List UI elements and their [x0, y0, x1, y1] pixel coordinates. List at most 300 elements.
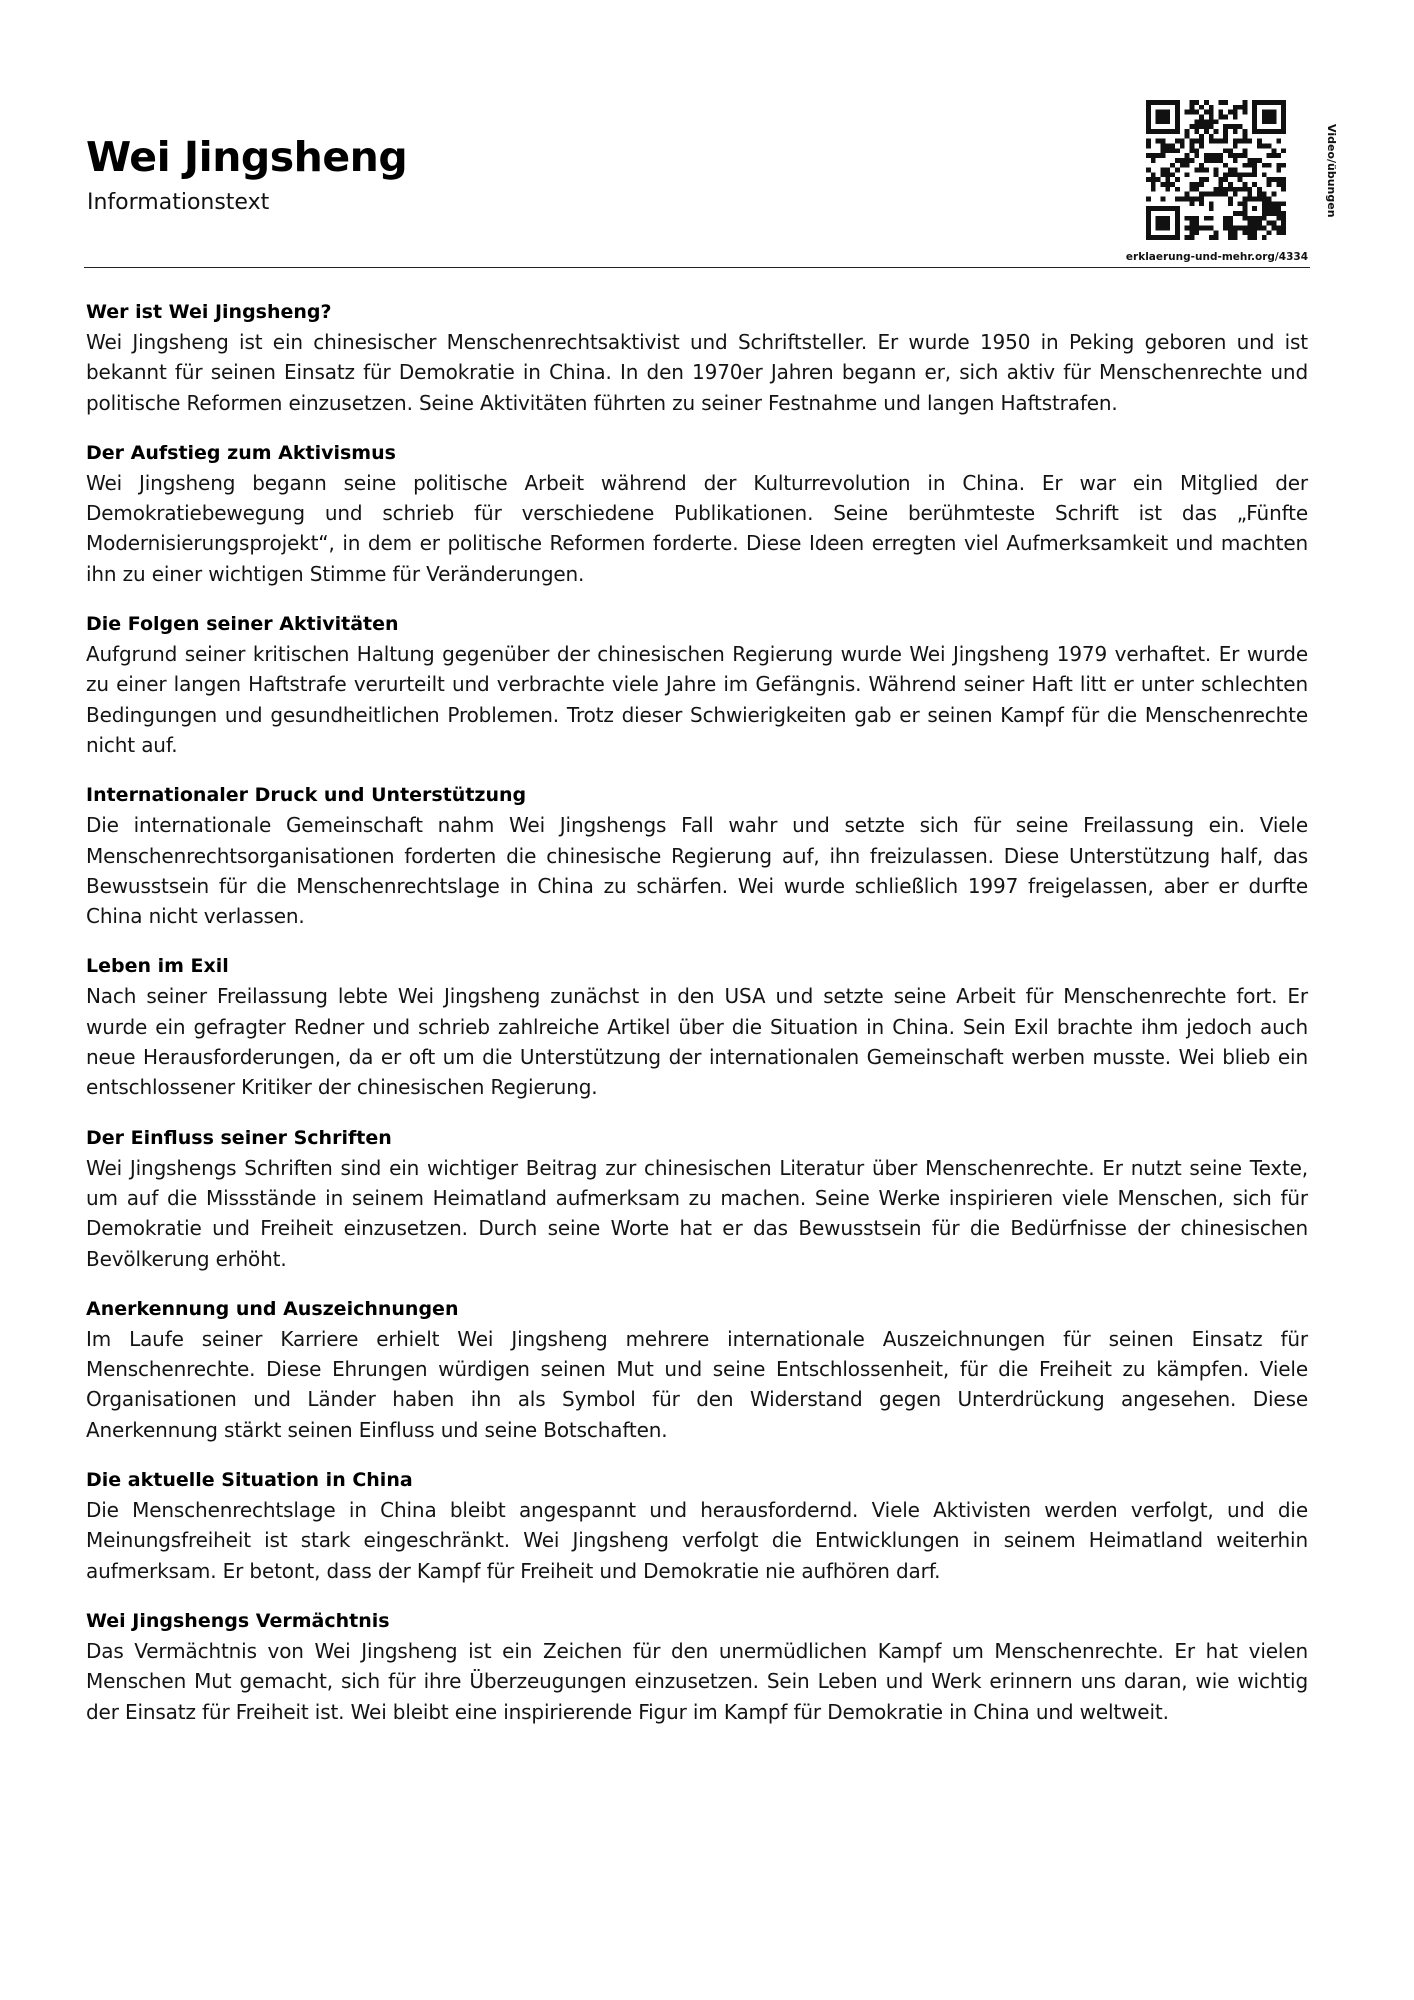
qr-module: [1247, 172, 1252, 177]
qr-module: [1281, 100, 1286, 105]
qr-module: [1165, 172, 1170, 177]
qr-module: [1252, 114, 1257, 119]
qr-module: [1185, 192, 1190, 197]
qr-module: [1233, 143, 1238, 148]
qr-module: [1272, 221, 1277, 226]
qr-module: [1272, 201, 1277, 206]
qr-module: [1238, 226, 1243, 231]
qr-module: [1199, 182, 1204, 187]
qr-module: [1243, 230, 1248, 235]
qr-module: [1156, 119, 1161, 124]
qr-module: [1146, 110, 1151, 115]
qr-module: [1281, 201, 1286, 206]
qr-module: [1160, 235, 1165, 240]
qr-module: [1233, 226, 1238, 231]
qr-module: [1199, 177, 1204, 182]
qr-module: [1218, 139, 1223, 144]
qr-module: [1175, 197, 1180, 202]
qr-module: [1156, 153, 1161, 158]
qr-module: [1272, 226, 1277, 231]
qr-module: [1146, 114, 1151, 119]
qr-module: [1257, 197, 1262, 202]
qr-module: [1156, 206, 1161, 211]
qr-module: [1228, 235, 1233, 240]
qr-module: [1204, 226, 1209, 231]
qr-module: [1156, 139, 1161, 144]
qr-module: [1165, 216, 1170, 221]
qr-module: [1194, 153, 1199, 158]
qr-module: [1276, 163, 1281, 168]
qr-code-icon: [1146, 100, 1286, 240]
section-heading: Die aktuelle Situation in China: [86, 1469, 413, 1492]
qr-module: [1267, 143, 1272, 148]
qr-module: [1223, 172, 1228, 177]
qr-module: [1151, 182, 1156, 187]
qr-module: [1228, 153, 1233, 158]
qr-module: [1233, 192, 1238, 197]
qr-module: [1281, 216, 1286, 221]
qr-module: [1276, 139, 1281, 144]
qr-module: [1252, 163, 1257, 168]
qr-module: [1151, 177, 1156, 182]
section-heading: Der Einfluss seiner Schriften: [86, 1126, 392, 1149]
qr-module: [1247, 192, 1252, 197]
qr-module: [1223, 129, 1228, 134]
section-heading: Die Folgen seiner Aktivitäten: [86, 613, 399, 636]
qr-module: [1262, 235, 1267, 240]
qr-module: [1160, 221, 1165, 226]
qr-module: [1214, 172, 1219, 177]
qr-module: [1160, 114, 1165, 119]
section-heading: Internationaler Druck und Unterstützung: [86, 784, 527, 807]
qr-module: [1281, 211, 1286, 216]
qr-module: [1165, 114, 1170, 119]
qr-module: [1209, 216, 1214, 221]
qr-module: [1160, 139, 1165, 144]
qr-module: [1223, 139, 1228, 144]
qr-module: [1160, 182, 1165, 187]
qr-module: [1267, 100, 1272, 105]
qr-module: [1146, 129, 1151, 134]
qr-module: [1228, 216, 1233, 221]
qr-module: [1243, 163, 1248, 168]
page-header: [0, 0, 1414, 272]
qr-module: [1223, 134, 1228, 139]
qr-module: [1243, 211, 1248, 216]
qr-module: [1146, 197, 1151, 202]
qr-module: [1160, 129, 1165, 134]
qr-module: [1272, 177, 1277, 182]
qr-module: [1146, 139, 1151, 144]
qr-module: [1262, 172, 1267, 177]
qr-module: [1247, 221, 1252, 226]
qr-module: [1165, 100, 1170, 105]
qr-module: [1214, 153, 1219, 158]
qr-module: [1238, 153, 1243, 158]
qr-module: [1218, 192, 1223, 197]
qr-module: [1199, 134, 1204, 139]
qr-module: [1209, 134, 1214, 139]
qr-module: [1175, 158, 1180, 163]
qr-module: [1276, 206, 1281, 211]
text-section: [86, 1294, 1308, 1445]
qr-module: [1281, 177, 1286, 182]
qr-module: [1209, 201, 1214, 206]
qr-module: [1185, 172, 1190, 177]
qr-module: [1194, 124, 1199, 129]
qr-module: [1165, 226, 1170, 231]
qr-module: [1151, 158, 1156, 163]
qr-module: [1165, 187, 1170, 192]
qr-module: [1223, 192, 1228, 197]
qr-module: [1180, 139, 1185, 144]
qr-module: [1252, 110, 1257, 115]
qr-module: [1199, 105, 1204, 110]
qr-module: [1151, 153, 1156, 158]
qr-module: [1194, 110, 1199, 115]
qr-module: [1257, 216, 1262, 221]
qr-module: [1276, 153, 1281, 158]
qr-module: [1194, 230, 1199, 235]
qr-module: [1209, 105, 1214, 110]
qr-module: [1214, 168, 1219, 173]
qr-module: [1175, 221, 1180, 226]
qr-module: [1204, 100, 1209, 105]
section-paragraph: Nach seiner Freilassung lebte Wei Jingsheng zunächst in den USA und setzte seine Arbeit für Menschenrechte fort. Er wurde ein gefragter Redner und schrieb zahlreiche Artikel über die Situation in China. Sein Exil brachte ihm jedoch auch neue Herausforderungen, da er oft um die Unterstützung der internationalen Gemeinschaft werben musste. Wei blieb ein entschlossener Kritiker der chinesischen Regierung.: [86, 984, 1308, 1100]
qr-module: [1267, 163, 1272, 168]
qr-module: [1146, 105, 1151, 110]
qr-module: [1228, 148, 1233, 153]
text-section: [86, 780, 1308, 931]
text-section: [86, 609, 1308, 760]
qr-module: [1214, 158, 1219, 163]
qr-module: [1262, 114, 1267, 119]
section-paragraph: Wei Jingshengs Schriften sind ein wichtiger Beitrag zur chinesischen Literatur über Menschenrechte. Er nutzt seine Texte, um auf die Missstände in seinem Heimatland aufmerksam zu machen. Seine Werke inspirieren viele Menschen, sich für Demokratie und Freiheit einzusetzen. Durch seine Worte hat er das Bewusstsein für die Bedürfnisse der chinesischen Bevölkerung erhöht.: [86, 1155, 1308, 1271]
qr-module: [1146, 100, 1151, 105]
text-section: [86, 951, 1308, 1102]
qr-module: [1238, 139, 1243, 144]
qr-module: [1165, 177, 1170, 182]
qr-module: [1228, 172, 1233, 177]
qr-module: [1262, 100, 1267, 105]
qr-module: [1209, 158, 1214, 163]
qr-module: [1233, 114, 1238, 119]
qr-module: [1209, 124, 1214, 129]
qr-module: [1243, 110, 1248, 115]
qr-module: [1218, 182, 1223, 187]
qr-module: [1165, 110, 1170, 115]
qr-module: [1233, 105, 1238, 110]
qr-module: [1185, 197, 1190, 202]
qr-module: [1252, 197, 1257, 202]
qr-module: [1175, 114, 1180, 119]
qr-module: [1170, 163, 1175, 168]
qr-module: [1146, 206, 1151, 211]
qr-module: [1233, 211, 1238, 216]
qr-module: [1267, 206, 1272, 211]
qr-module: [1156, 221, 1161, 226]
qr-module: [1272, 211, 1277, 216]
qr-module: [1209, 226, 1214, 231]
qr-module: [1146, 216, 1151, 221]
qr-module: [1199, 143, 1204, 148]
qr-module: [1189, 105, 1194, 110]
qr-module: [1214, 230, 1219, 235]
qr-module: [1228, 226, 1233, 231]
qr-module: [1194, 197, 1199, 202]
qr-module: [1194, 100, 1199, 105]
qr-module: [1281, 105, 1286, 110]
qr-module: [1262, 211, 1267, 216]
qr-module: [1170, 235, 1175, 240]
qr-module: [1218, 187, 1223, 192]
qr-module: [1175, 230, 1180, 235]
qr-module: [1146, 119, 1151, 124]
qr-module: [1199, 197, 1204, 202]
qr-module: [1146, 143, 1151, 148]
qr-url-link[interactable]: erklaerung-und-mehr.org/4334: [1125, 251, 1308, 263]
section-heading: Anerkennung und Auszeichnungen: [86, 1297, 459, 1320]
qr-module: [1189, 235, 1194, 240]
qr-module: [1252, 221, 1257, 226]
section-heading: Wer ist Wei Jingsheng?: [86, 301, 332, 323]
qr-module: [1189, 201, 1194, 206]
qr-module: [1189, 187, 1194, 192]
section-paragraph: Wei Jingsheng ist ein chinesischer Menschenrechtsaktivist und Schriftsteller. Er wurde 1950 in Peking geboren und ist bekannt für seinen Einsatz für Demokratie in China. In den 1970er Jahren begann er, sich aktiv für Menschenrechte und politische Reformen einzusetzen. Seine Aktivitäten führten zu seiner Festnahme und langen Haftstrafen.: [86, 330, 1308, 415]
qr-module: [1243, 153, 1248, 158]
qr-module: [1252, 168, 1257, 173]
qr-module: [1146, 211, 1151, 216]
qr-module: [1151, 100, 1156, 105]
qr-module: [1238, 124, 1243, 129]
qr-module: [1281, 230, 1286, 235]
qr-module: [1160, 110, 1165, 115]
qr-module: [1267, 230, 1272, 235]
qr-module: [1185, 153, 1190, 158]
qr-module: [1194, 182, 1199, 187]
qr-module: [1233, 110, 1238, 115]
qr-module: [1223, 163, 1228, 168]
qr-module: [1243, 129, 1248, 134]
text-section: [86, 1123, 1308, 1274]
qr-module: [1223, 114, 1228, 119]
qr-module: [1257, 221, 1262, 226]
qr-module: [1189, 148, 1194, 153]
qr-module: [1189, 216, 1194, 221]
qr-module: [1156, 235, 1161, 240]
qr-module: [1156, 129, 1161, 134]
qr-module: [1247, 197, 1252, 202]
qr-module: [1257, 187, 1262, 192]
qr-module: [1257, 226, 1262, 231]
qr-module: [1199, 168, 1204, 173]
qr-module: [1272, 129, 1277, 134]
qr-module: [1243, 148, 1248, 153]
qr-module: [1267, 211, 1272, 216]
qr-module: [1243, 100, 1248, 105]
qr-module: [1252, 105, 1257, 110]
qr-module: [1243, 206, 1248, 211]
qr-module: [1262, 110, 1267, 115]
qr-module: [1223, 216, 1228, 221]
qr-module: [1257, 143, 1262, 148]
qr-module: [1214, 235, 1219, 240]
qr-module: [1194, 216, 1199, 221]
qr-module: [1189, 197, 1194, 202]
qr-module: [1180, 143, 1185, 148]
qr-module: [1160, 226, 1165, 231]
qr-module: [1170, 129, 1175, 134]
qr-module: [1276, 129, 1281, 134]
qr-module: [1180, 163, 1185, 168]
qr-module: [1267, 110, 1272, 115]
section-paragraph: Die Menschenrechtslage in China bleibt angespannt und herausfordernd. Viele Aktivisten werden verfolgt, und die Meinungsfreiheit ist stark eingeschränkt. Wei Jingsheng verfolgt die Entwicklungen in seinem Heimatland weiterhin aufmerksam. Er betont, dass der Kampf für Freiheit und Demokratie nie aufhören darf.: [86, 1498, 1308, 1583]
qr-module: [1281, 221, 1286, 226]
qr-module: [1276, 226, 1281, 231]
qr-module: [1204, 168, 1209, 173]
qr-module: [1175, 216, 1180, 221]
qr-module: [1257, 100, 1262, 105]
section-heading: Wei Jingshengs Vermächtnis: [86, 1609, 390, 1632]
qr-module: [1189, 182, 1194, 187]
qr-module: [1247, 163, 1252, 168]
qr-module: [1243, 216, 1248, 221]
qr-module: [1185, 226, 1190, 231]
qr-module: [1160, 216, 1165, 221]
qr-module: [1252, 158, 1257, 163]
qr-module: [1209, 110, 1214, 115]
qr-module: [1165, 221, 1170, 226]
qr-module: [1252, 230, 1257, 235]
qr-module: [1165, 168, 1170, 173]
qr-module: [1272, 192, 1277, 197]
qr-module: [1214, 139, 1219, 144]
qr-module: [1189, 100, 1194, 105]
qr-module: [1204, 119, 1209, 124]
qr-module: [1175, 129, 1180, 134]
qr-module: [1160, 100, 1165, 105]
qr-module: [1214, 129, 1219, 134]
qr-module: [1156, 226, 1161, 231]
qr-module: [1223, 177, 1228, 182]
article-body: [86, 297, 1308, 1747]
qr-module: [1146, 235, 1151, 240]
qr-module: [1156, 100, 1161, 105]
qr-module: [1146, 168, 1151, 173]
qr-module: [1160, 153, 1165, 158]
qr-module: [1151, 129, 1156, 134]
qr-module: [1233, 153, 1238, 158]
qr-module: [1165, 206, 1170, 211]
qr-module: [1272, 148, 1277, 153]
qr-module: [1252, 119, 1257, 124]
qr-module: [1247, 216, 1252, 221]
qr-module: [1252, 206, 1257, 211]
qr-module: [1262, 163, 1267, 168]
qr-module: [1199, 119, 1204, 124]
qr-module: [1165, 129, 1170, 134]
qr-module: [1170, 100, 1175, 105]
qr-module: [1281, 124, 1286, 129]
qr-module: [1238, 172, 1243, 177]
qr-module: [1252, 226, 1257, 231]
qr-module: [1233, 168, 1238, 173]
qr-module: [1180, 197, 1185, 202]
qr-module: [1156, 216, 1161, 221]
qr-module: [1262, 226, 1267, 231]
qr-module: [1185, 216, 1190, 221]
qr-module: [1194, 187, 1199, 192]
qr-module: [1204, 110, 1209, 115]
qr-module: [1165, 235, 1170, 240]
qr-module: [1189, 158, 1194, 163]
qr-module: [1228, 221, 1233, 226]
qr-module: [1160, 143, 1165, 148]
qr-module: [1276, 230, 1281, 235]
qr-module: [1281, 110, 1286, 115]
qr-module: [1170, 148, 1175, 153]
qr-module: [1151, 187, 1156, 192]
qr-module: [1243, 197, 1248, 202]
qr-module: [1247, 139, 1252, 144]
section-paragraph: Das Vermächtnis von Wei Jingsheng ist ein Zeichen für den unermüdlichen Kampf um Menschenrechte. Er hat vielen Menschen Mut gemacht, sich für ihre Überzeugungen einzusetzen. Sein Leben und Werk erinnern uns daran, wie wichtig der Einsatz für Freiheit ist. Wei bleibt eine inspirierende Figur im Kampf für Demokratie in China und weltweit.: [86, 1638, 1308, 1724]
qr-module: [1175, 177, 1180, 182]
qr-module: [1175, 119, 1180, 124]
qr-module: [1146, 230, 1151, 235]
qr-module: [1252, 129, 1257, 134]
qr-module: [1199, 114, 1204, 119]
page-title: Wei Jingsheng: [86, 133, 408, 181]
qr-module: [1223, 100, 1228, 105]
video-exercises-label: Video/übungen: [1325, 124, 1338, 218]
qr-module: [1185, 110, 1190, 115]
qr-module: [1233, 158, 1238, 163]
section-heading: Der Aufstieg zum Aktivismus: [86, 441, 396, 464]
qr-module: [1214, 119, 1219, 124]
qr-module: [1146, 177, 1151, 182]
qr-module: [1175, 211, 1180, 216]
qr-module: [1199, 139, 1204, 144]
qr-module: [1233, 235, 1238, 240]
qr-module: [1199, 124, 1204, 129]
qr-module: [1267, 197, 1272, 202]
qr-module: [1194, 226, 1199, 231]
qr-module: [1160, 197, 1165, 202]
qr-module: [1175, 110, 1180, 115]
qr-module: [1151, 235, 1156, 240]
qr-module: [1146, 226, 1151, 231]
qr-module: [1243, 182, 1248, 187]
qr-module: [1281, 119, 1286, 124]
qr-module: [1243, 139, 1248, 144]
qr-module: [1276, 182, 1281, 187]
qr-module: [1257, 158, 1262, 163]
qr-code[interactable]: [1146, 100, 1286, 240]
qr-module: [1199, 163, 1204, 168]
qr-module: [1228, 187, 1233, 192]
qr-module: [1151, 172, 1156, 177]
qr-module: [1156, 177, 1161, 182]
qr-module: [1151, 206, 1156, 211]
qr-module: [1189, 226, 1194, 231]
qr-module: [1262, 129, 1267, 134]
qr-module: [1204, 158, 1209, 163]
qr-module: [1218, 114, 1223, 119]
qr-module: [1156, 110, 1161, 115]
qr-module: [1218, 177, 1223, 182]
qr-module: [1160, 172, 1165, 177]
qr-module: [1262, 216, 1267, 221]
